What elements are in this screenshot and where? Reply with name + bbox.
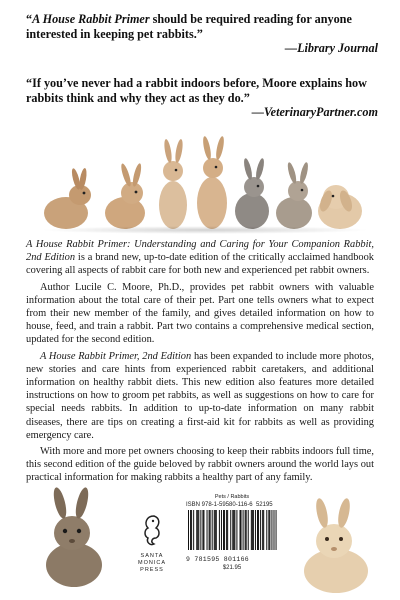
book-title-inline: A House Rabbit Primer, 2nd Edition: [40, 350, 192, 362]
barcode-bar: [232, 510, 233, 550]
barcode-bar: [245, 510, 246, 550]
barcode-digits: 9 781595 801166: [186, 556, 250, 563]
rabbit-figure-6: [276, 162, 312, 229]
barcode-bar: [258, 510, 259, 550]
quote-text: should be required reading for anyone interested in keeping pet rabbits.”: [26, 12, 352, 41]
barcode-bar: [262, 510, 263, 550]
barcode-bar: [190, 510, 191, 550]
barcode-bar: [203, 510, 204, 550]
rabbit-figure-3: [159, 139, 187, 229]
barcode-bar: [248, 510, 249, 550]
barcode-bar: [230, 510, 231, 550]
barcode-bar: [210, 510, 211, 550]
publisher-logo: [132, 512, 172, 572]
rabbit-figure-2: [105, 163, 145, 229]
barcode-bar: [252, 510, 253, 550]
book-description: [26, 238, 374, 488]
barcode-bar: [268, 510, 269, 550]
open-quote-mark: “: [26, 12, 33, 26]
review-quote-library-journal: [26, 12, 378, 56]
barcode-bar: [240, 510, 241, 550]
rabbit-photo-right: [292, 497, 378, 593]
barcode-bar: [273, 510, 274, 550]
barcode-bar: [269, 510, 270, 550]
description-paragraph-2: Author Lucile C. Moore, Ph.D., provides pet rabbit owners with valuable information about the total care of their pet. Part one tells owners what to expect from their new member of the family, and gives detailed information on how to house, feed, and train a rabbit. Part two contains a comprehensive medical section, updated for the second edition.: [26, 281, 374, 346]
barcode-bar: [251, 510, 252, 550]
barcode-bar: [196, 510, 197, 550]
barcode-bar: [215, 510, 216, 550]
quote-text: “If you’ve never had a rabbit indoors before, Moore explains how rabbits think and why they act as they do.”: [26, 76, 367, 105]
barcode-bar: [246, 510, 247, 550]
barcode-bar: [214, 510, 215, 550]
rabbit-photo-left: [36, 487, 110, 587]
barcode-bar: [212, 510, 213, 550]
barcode-bar: [200, 510, 201, 550]
publisher-name-line-3: PRESS: [140, 567, 164, 573]
barcode-bars: [186, 510, 278, 550]
rabbit-figure-7: [318, 185, 362, 229]
barcode-bar: [241, 510, 242, 550]
barcode-bar: [209, 510, 210, 550]
barcode-bar: [221, 510, 222, 550]
barcode-bar: [227, 510, 228, 550]
barcode-bar: [233, 510, 234, 550]
barcode-bar: [257, 510, 258, 550]
barcode-bar: [234, 510, 235, 550]
rabbit-figure-4: [197, 136, 227, 229]
barcode-bar: [198, 510, 199, 550]
barcode-bar: [276, 510, 277, 550]
barcode-block: [186, 494, 278, 586]
quote-book-title: A House Rabbit Primer: [32, 12, 150, 26]
description-paragraph-1: A House Rabbit Primer: Understanding and Caring for Your Companion Rabbit, 2nd Edition is a brand new, up-to-date edition of the critically acclaimed handbook covering all aspects of rabbit care for both new and experienced pet rabbit owners.: [26, 239, 374, 277]
barcode-bar: [266, 510, 267, 550]
quote-attribution: —Library Journal: [284, 41, 378, 55]
publisher-name-line-1: SANTA: [140, 553, 164, 559]
barcode-bar: [271, 510, 272, 550]
price: $21.95: [222, 565, 242, 571]
isbn-label: ISBN 978-1-59580-116-6 52195: [186, 502, 273, 508]
rabbits-shadow: [40, 226, 370, 234]
barcode-bar: [226, 510, 227, 550]
description-paragraph-3: A House Rabbit Primer, 2nd Edition has been expanded to include more photos, new stories and care hints from experienced rabbit caretakers, and additional information on healthy rabbit diets. This new edition also features more detailed instructions on how to groom pet rabbits, as well as suggestions on how to care for special needs rabbits. In addition to up-to-date information on many rabbit diseases, there are tips on creating a first-aid kit for rabbits as well as providing emergency care.: [26, 350, 375, 441]
barcode-bar: [197, 510, 198, 550]
description-paragraph-4: With more and more pet owners choosing to keep their rabbits indoors full time, this second edition of the guide beloved by rabbit owners around the world lays out practical information for making rabbits a healthy part of any family.: [26, 446, 374, 484]
barcode-bar: [243, 510, 244, 550]
barcode-bar: [223, 510, 224, 550]
barcode-bar: [193, 510, 194, 550]
rabbit-figure-1: [44, 168, 91, 229]
barcode-bar: [260, 510, 261, 550]
barcode-bar: [216, 510, 217, 550]
seahorse-logo-icon: [132, 512, 172, 548]
book-title-inline: A House Rabbit Primer: Understanding and Caring for Your Companion Rabbit, 2nd Edition: [26, 239, 374, 264]
barcode-bar: [219, 510, 220, 550]
rabbits-photo: [40, 135, 370, 235]
barcode-bar: [207, 510, 208, 550]
barcode-bar: [188, 510, 189, 550]
barcode-bar: [263, 510, 264, 550]
barcode-bar: [191, 510, 192, 550]
review-quote-veterinary-partner: [26, 76, 378, 120]
barcode-bar: [253, 510, 254, 550]
publisher-name-line-2: MONICA: [138, 560, 166, 566]
barcode-bar: [202, 510, 203, 550]
bisac-category: Pets / Rabbits: [214, 494, 250, 500]
barcode-bar: [224, 510, 225, 550]
barcode-bar: [236, 510, 237, 550]
quote-attribution: —VeterinaryPartner.com: [251, 105, 378, 119]
barcode-bar: [255, 510, 256, 550]
rabbit-figure-5: [235, 158, 269, 229]
